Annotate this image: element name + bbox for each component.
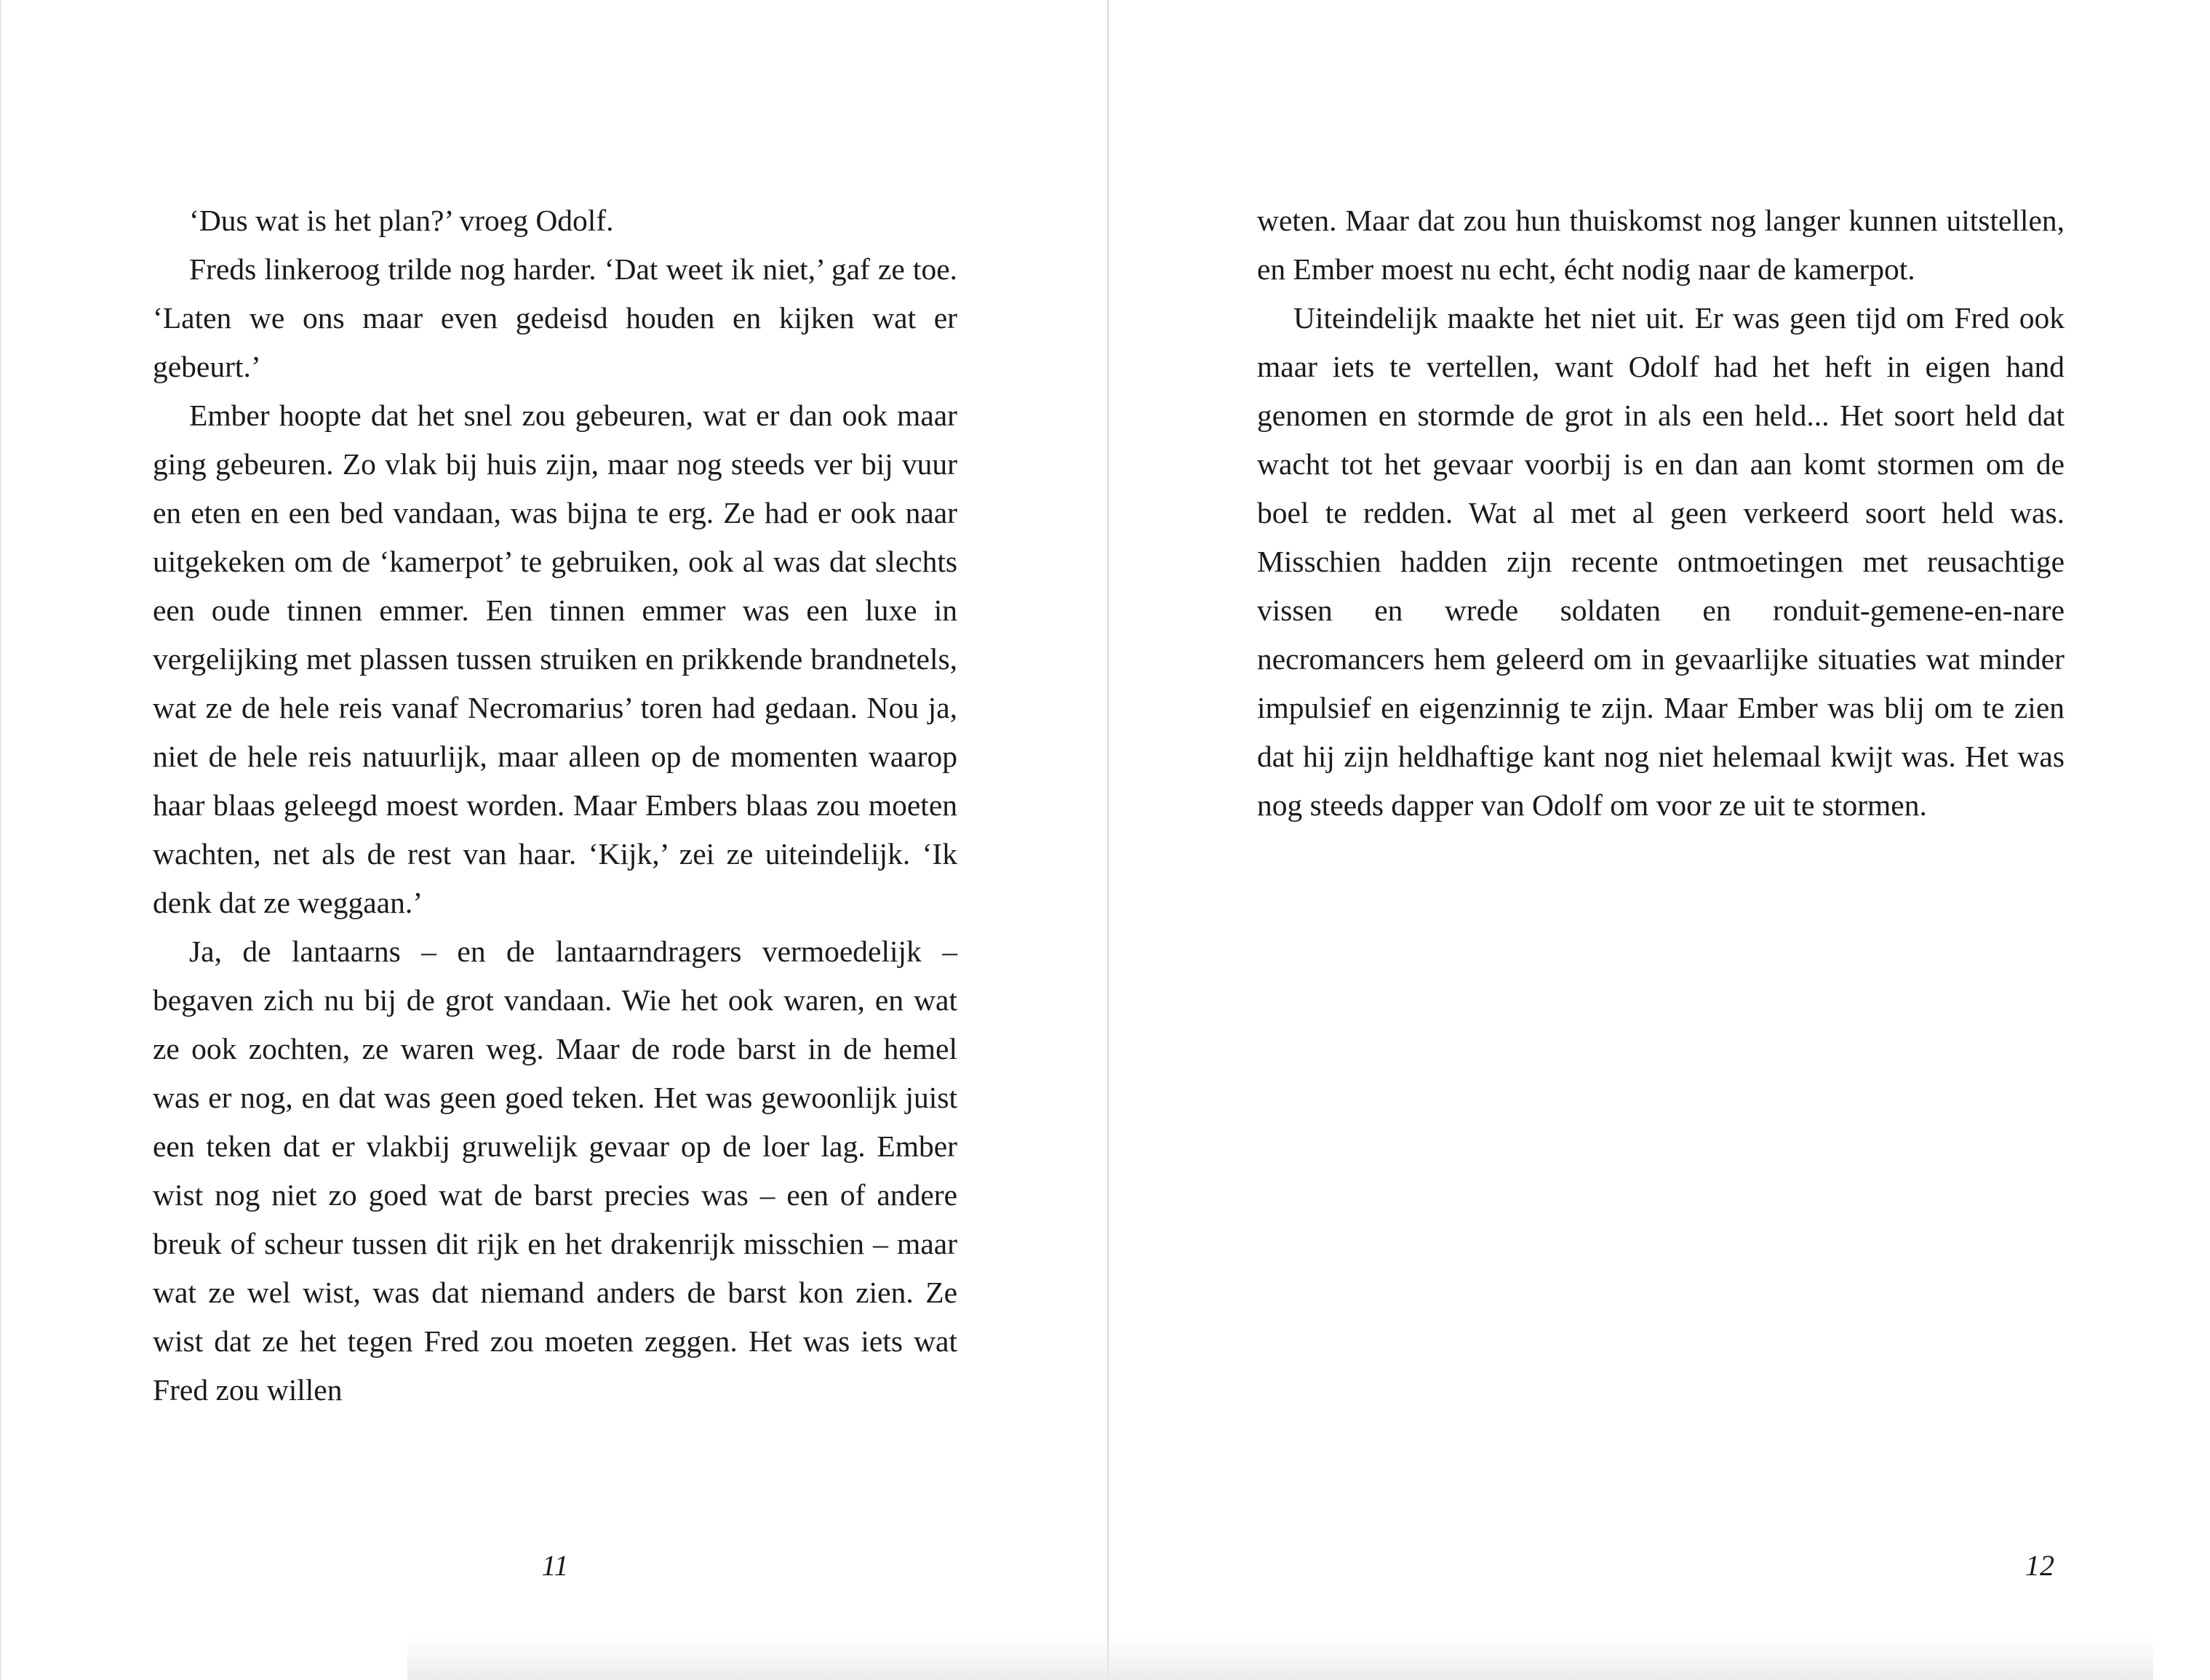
paragraph: Freds linkeroog trilde nog harder. ‘Dat weet ik niet,’ gaf ze toe. ‘Laten we ons maar even gedeisd houden en kijken wat er gebeurt.’ bbox=[153, 252, 957, 383]
right-page-body bbox=[1257, 196, 2065, 830]
paragraph: weten. Maar dat zou hun thuiskomst nog langer kunnen uitstellen, en Ember moest nu echt, écht nodig naar de kamerpot. bbox=[1257, 204, 2065, 286]
paragraph: Uiteindelijk maakte het niet uit. Er was geen tijd om Fred ook maar iets te vertellen, want Odolf had het heft in eigen hand genomen en stormde de grot in als een held... Het soort held dat wacht tot het gevaar voorbij is en dan aan komt stormen om de boel te redden. Wat al met al geen verkeerd soort held was. Misschien hadden zijn recente ontmoetingen met reusachtige vissen en wrede soldaten en ronduit-gemene-en-nare necromancers hem geleerd om in gevaarlijke situaties wat minder impulsief en eigenzinnig te zijn. Maar Ember was blij om te zien dat hij zijn heldhaftige kant nog niet helemaal kwijt was. Het was nog steeds dapper van Odolf om voor ze uit te stormen. bbox=[1257, 301, 2065, 822]
bottom-shadow bbox=[407, 1636, 2153, 1680]
paragraph: ‘Dus wat is het plan?’ vroeg Odolf. bbox=[189, 204, 614, 237]
paragraph: Ember hoopte dat het snel zou gebeuren, wat er dan ook maar ging gebeuren. Zo vlak bij huis zijn, maar nog steeds ver bij vuur en eten en een bed vandaan, was bijna te erg. Ze had er ook naar uitgekeken om de ‘kamerpot’ te gebruiken, ook al was dat slechts een oude tinnen emmer. Een tinnen emmer was een luxe in vergelijking met plassen tussen struiken en prikkende brandnetels, wat ze de hele reis vanaf Necromarius’ toren had gedaan. Nou ja, niet de hele reis natuurlijk, maar alleen op de momenten waarop haar blaas geleegd moest worden. Maar Embers blaas zou moeten wachten, net als de rest van haar. ‘Kijk,’ zei ze uiteindelijk. ‘Ik denk dat ze weggaan.’ bbox=[153, 399, 957, 919]
page-number: 12 bbox=[2025, 1549, 2054, 1582]
left-page-body bbox=[153, 196, 957, 1415]
right-page bbox=[1109, 0, 2210, 1680]
paragraph: Ja, de lantaarns – en de lantaarndragers vermoedelijk – begaven zich nu bij de grot vandaan. Wie het ook waren, en wat ze ook zochten, ze waren weg. Maar de rode barst in de hemel was er nog, en dat was geen goed teken. Het was gewoonlijk juist een teken dat er vlakbij gruwelijk gevaar op de loer lag. Ember wist nog niet zo goed wat de barst precies was – een of andere breuk of scheur tussen dit rijk en het drakenrijk misschien – maar wat ze wel wist, was dat niemand anders de barst kon zien. Ze wist dat ze het tegen Fred zou moeten zeggen. Het was iets wat Fred zou willen bbox=[153, 935, 957, 1407]
page-number: 11 bbox=[541, 1549, 569, 1582]
